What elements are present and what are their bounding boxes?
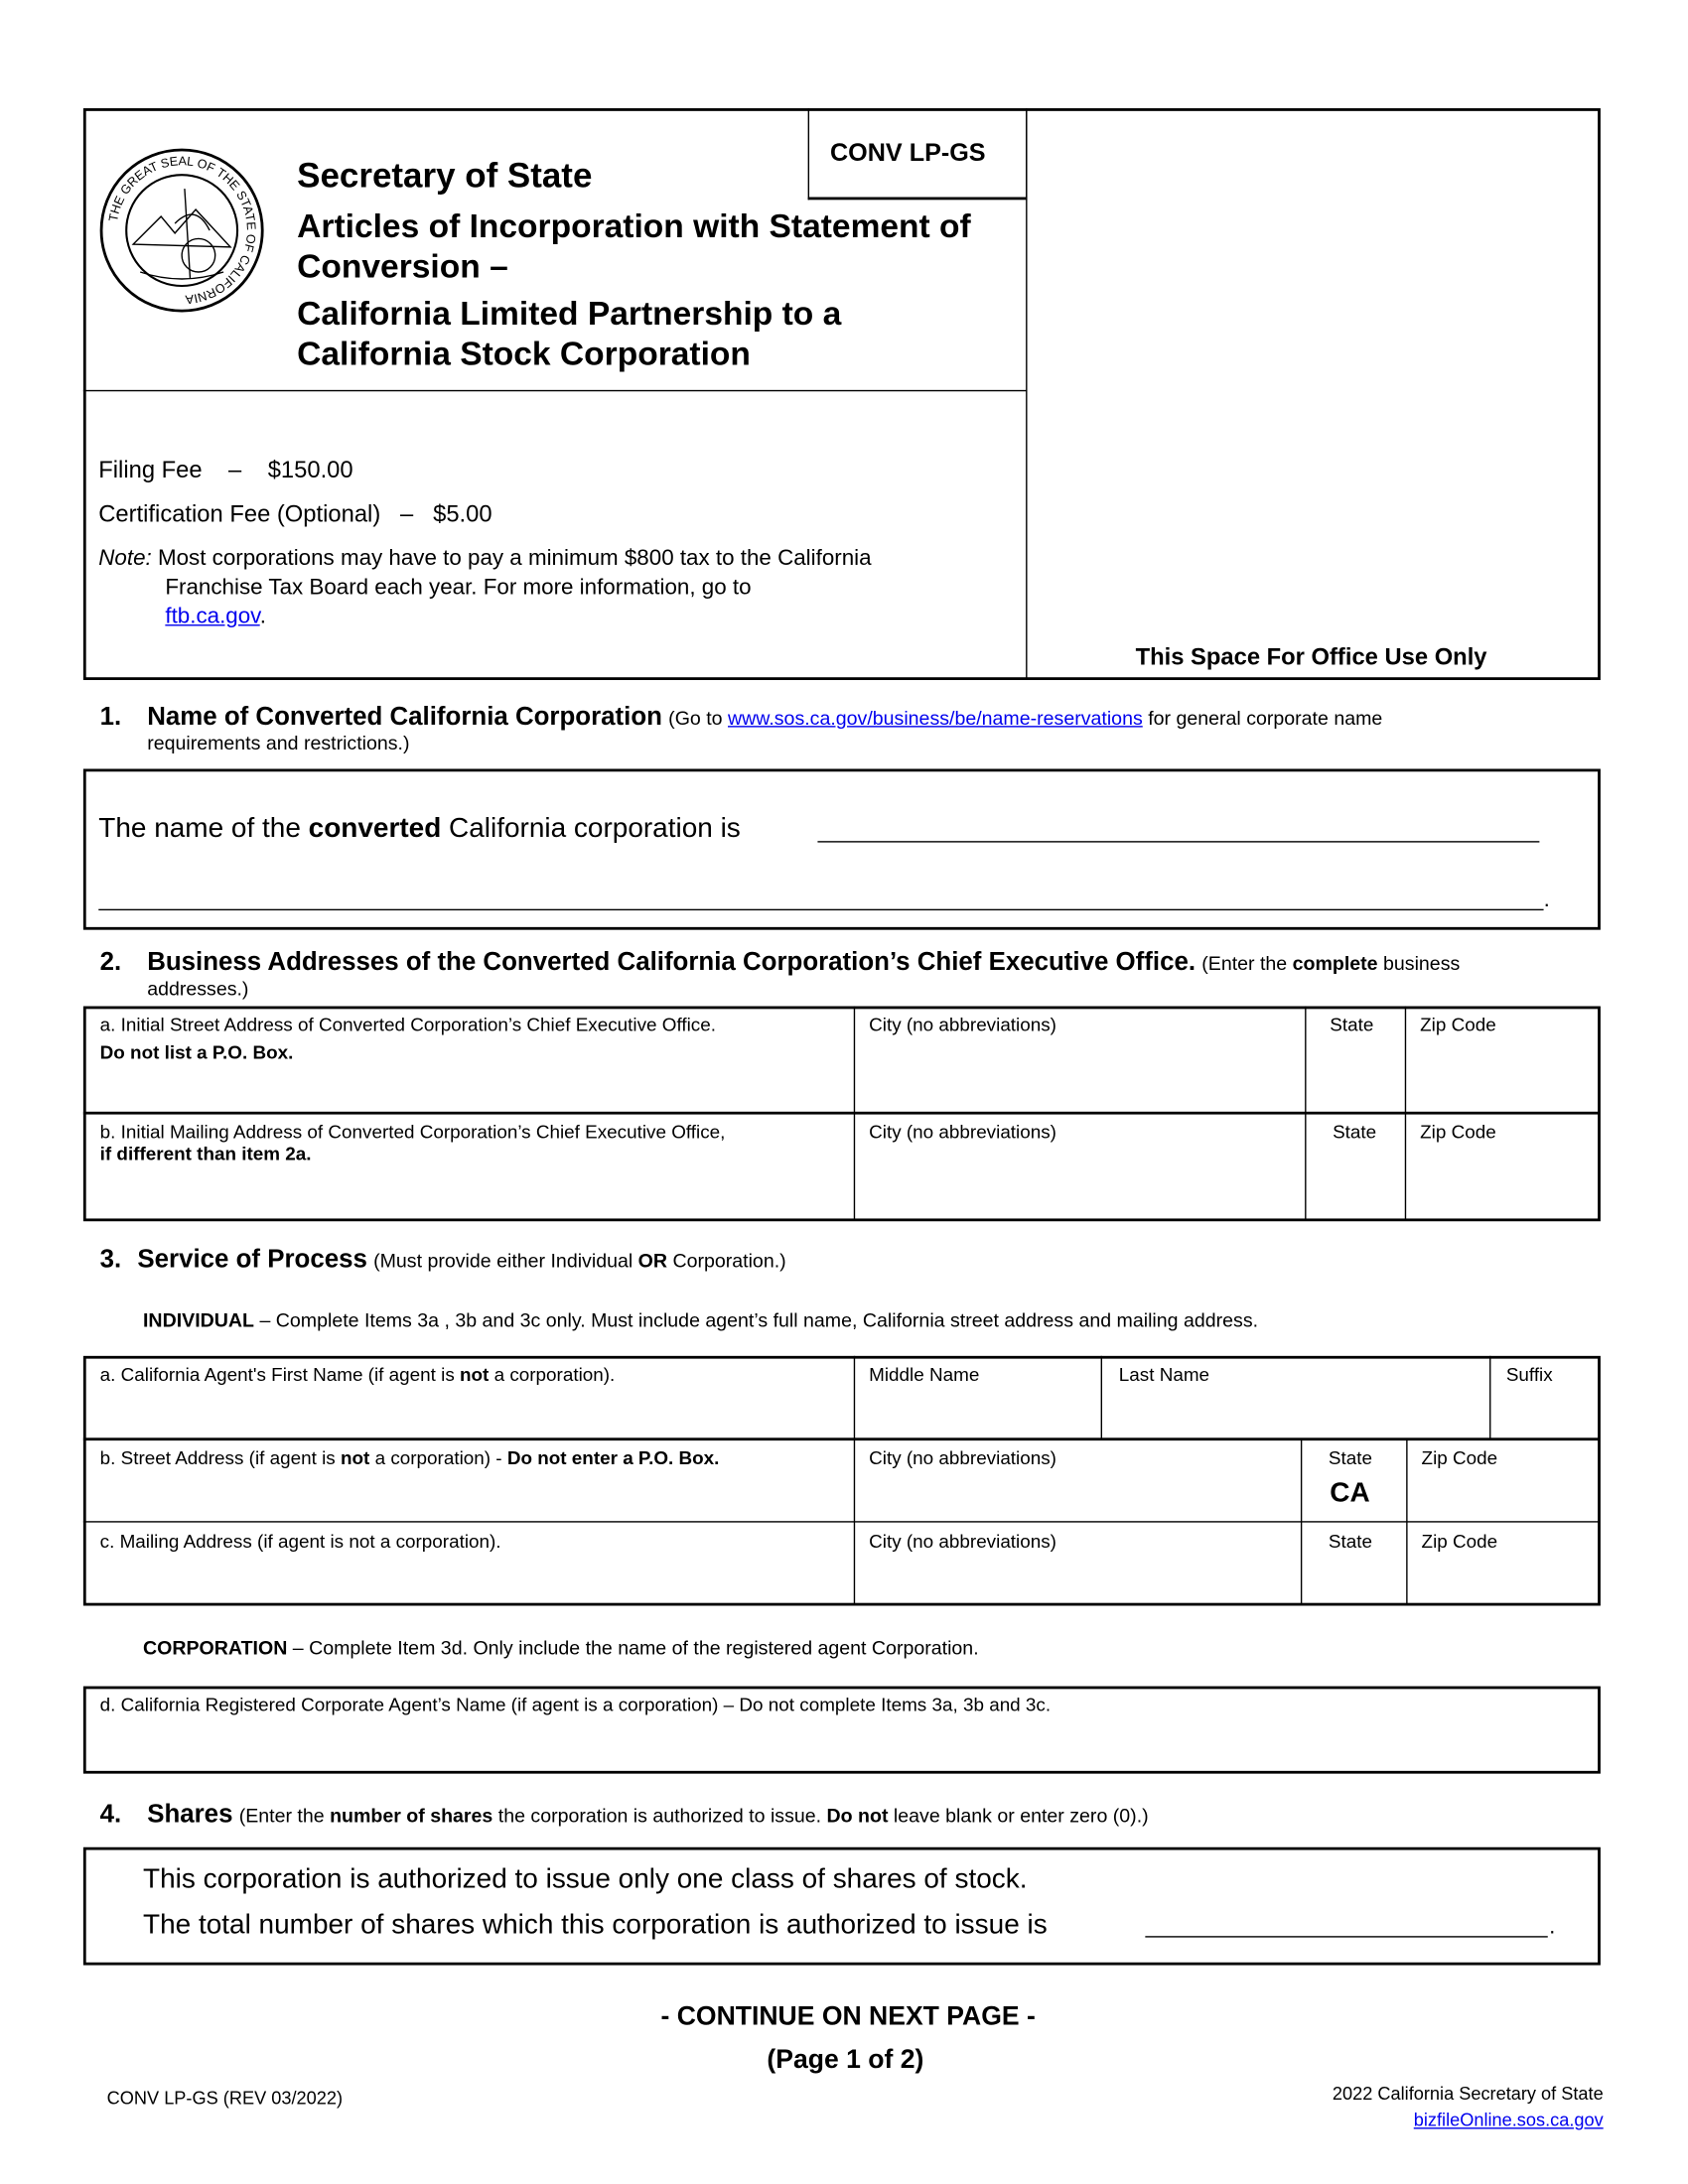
divider xyxy=(83,1112,1600,1115)
section-2-hint: addresses.) xyxy=(147,977,249,1000)
state-label: State xyxy=(1328,1530,1372,1552)
agent-mailing-label: c. Mailing Address (if agent is not a corporation). xyxy=(99,1530,501,1552)
state-label: State xyxy=(1330,1014,1374,1035)
continue-notice: - CONTINUE ON NEXT PAGE - xyxy=(660,2002,1036,2032)
section-4-heading: Shares (Enter the number of shares the corporation is authorized to issue. Do not leave blank or enter zero (0).) xyxy=(147,1798,1149,1829)
tax-note-line: Franchise Tax Board each year. For more information, go to xyxy=(165,576,752,600)
mailing-address-label: b. Initial Mailing Address of Converted Corporation’s Chief Executive Office, xyxy=(99,1121,726,1143)
divider xyxy=(1301,1439,1302,1604)
state-label: State xyxy=(1333,1121,1377,1143)
street-address-label: a. Initial Street Address of Converted Corporation’s Chief Executive Office. xyxy=(99,1014,716,1035)
divider xyxy=(1405,1007,1406,1220)
corporate-agent-label: d. California Registered Corporate Agent’s Name (if agent is a corporation) – Do not complete Items 3a, 3b and 3c. xyxy=(99,1694,1052,1715)
agent-first-name-label: a. California Agent's First Name (if agent is not a corporation). xyxy=(99,1364,616,1386)
state-seal-logo xyxy=(98,147,265,314)
divider xyxy=(854,1356,855,1604)
divider xyxy=(854,1007,855,1220)
divider xyxy=(83,1521,1600,1522)
form-title-line: California Stock Corporation xyxy=(297,336,751,374)
city-label: City (no abbreviations) xyxy=(869,1530,1056,1552)
copyright: 2022 California Secretary of State xyxy=(1332,2083,1604,2105)
corporation-name-field-line2[interactable] xyxy=(98,886,1543,910)
zip-label: Zip Code xyxy=(1421,1530,1498,1552)
last-name-label: Last Name xyxy=(1118,1364,1210,1386)
section-1-hint: requirements and restrictions.) xyxy=(147,731,410,754)
section-1-number: 1. xyxy=(99,700,122,731)
page-number: (Page 1 of 2) xyxy=(767,2045,924,2076)
agent-mailing-field[interactable] xyxy=(86,1558,850,1602)
city-label: City (no abbreviations) xyxy=(869,1447,1056,1469)
street-address-field[interactable] xyxy=(86,1063,850,1111)
individual-instructions: INDIVIDUAL – Complete Items 3a , 3b and 3c only. Must include agent’s full name, California street address and mailing address. xyxy=(142,1308,1259,1331)
divider xyxy=(83,390,1028,391)
state-label: State xyxy=(1328,1447,1372,1469)
shares-field[interactable] xyxy=(1145,1912,1547,1937)
section-1-heading: Name of Converted California Corporation (Go to www.sos.ca.gov/business/be/name-reservations for general corporate name xyxy=(147,700,1383,731)
corporation-name-prompt: The name of the converted California corporation is xyxy=(98,813,741,844)
divider xyxy=(1406,1439,1407,1604)
ftb-link[interactable]: ftb.ca.gov xyxy=(165,605,260,629)
mailing-address-note: if different than item 2a. xyxy=(99,1143,312,1164)
city-label: City (no abbreviations) xyxy=(869,1014,1056,1035)
certification-fee: Certification Fee (Optional) – $5.00 xyxy=(98,500,492,528)
divider xyxy=(1101,1356,1102,1439)
zip-label: Zip Code xyxy=(1420,1121,1496,1143)
divider xyxy=(1305,1007,1306,1220)
city-label: City (no abbreviations) xyxy=(869,1121,1056,1143)
form-title-line: California Limited Partnership to a xyxy=(297,295,842,334)
form-title-line: Articles of Incorporation with Statement of xyxy=(297,207,971,246)
section-2-number: 2. xyxy=(99,946,122,976)
svg-text:THE GREAT SEAL OF THE STATE OF: THE GREAT SEAL OF THE STATE OF CALIFORNIA xyxy=(106,154,258,307)
shares-prompt: The total number of shares which this corporation is authorized to issue is xyxy=(142,1909,1048,1941)
bizfile-link[interactable]: bizfileOnline.sos.ca.gov xyxy=(1413,2109,1604,2130)
suffix-label: Suffix xyxy=(1505,1364,1553,1386)
name-reservations-link[interactable]: www.sos.ca.gov/business/be/name-reservations xyxy=(728,706,1143,729)
form-revision: CONV LP-GS (REV 03/2022) xyxy=(106,2087,344,2109)
form-title-line: Conversion – xyxy=(297,248,508,286)
divider xyxy=(83,1437,1600,1440)
zip-label: Zip Code xyxy=(1420,1014,1496,1035)
agency-name: Secretary of State xyxy=(297,156,593,197)
agent-street-field[interactable] xyxy=(86,1474,850,1519)
ftb-link-line: ftb.ca.gov. xyxy=(165,605,266,629)
section-2-heading: Business Addresses of the Converted California Corporation’s Chief Executive Office. (Enter the complete business xyxy=(147,946,1461,976)
period: . xyxy=(1549,1915,1556,1940)
corporation-instructions: CORPORATION – Complete Item 3d. Only include the name of the registered agent Corporation. xyxy=(142,1636,979,1659)
state-value: CA xyxy=(1330,1477,1370,1509)
agent-street-label: b. Street Address (if agent is not a corporation) - Do not enter a P.O. Box. xyxy=(99,1447,720,1469)
zip-label: Zip Code xyxy=(1421,1447,1498,1469)
mailing-address-field[interactable] xyxy=(86,1168,850,1217)
section-3-heading: Service of Process (Must provide either Individual OR Corporation.) xyxy=(137,1243,786,1273)
period: . xyxy=(1543,887,1550,912)
shares-statement: This corporation is authorized to issue only one class of shares of stock. xyxy=(142,1863,1028,1895)
divider xyxy=(1489,1356,1490,1439)
middle-name-label: Middle Name xyxy=(869,1364,980,1386)
section-4-number: 4. xyxy=(99,1798,122,1829)
office-use-label: This Space For Office Use Only xyxy=(1135,643,1487,671)
form-code: CONV LP-GS xyxy=(830,138,986,167)
street-address-note: Do not list a P.O. Box. xyxy=(99,1041,294,1063)
tax-note: Note: Most corporations may have to pay a minimum $800 tax to the California xyxy=(98,546,872,571)
filing-fee: Filing Fee – $150.00 xyxy=(98,456,353,483)
agent-first-name-field[interactable] xyxy=(86,1391,850,1435)
corporation-name-field[interactable] xyxy=(817,817,1539,842)
section-3-number: 3. xyxy=(99,1243,122,1273)
